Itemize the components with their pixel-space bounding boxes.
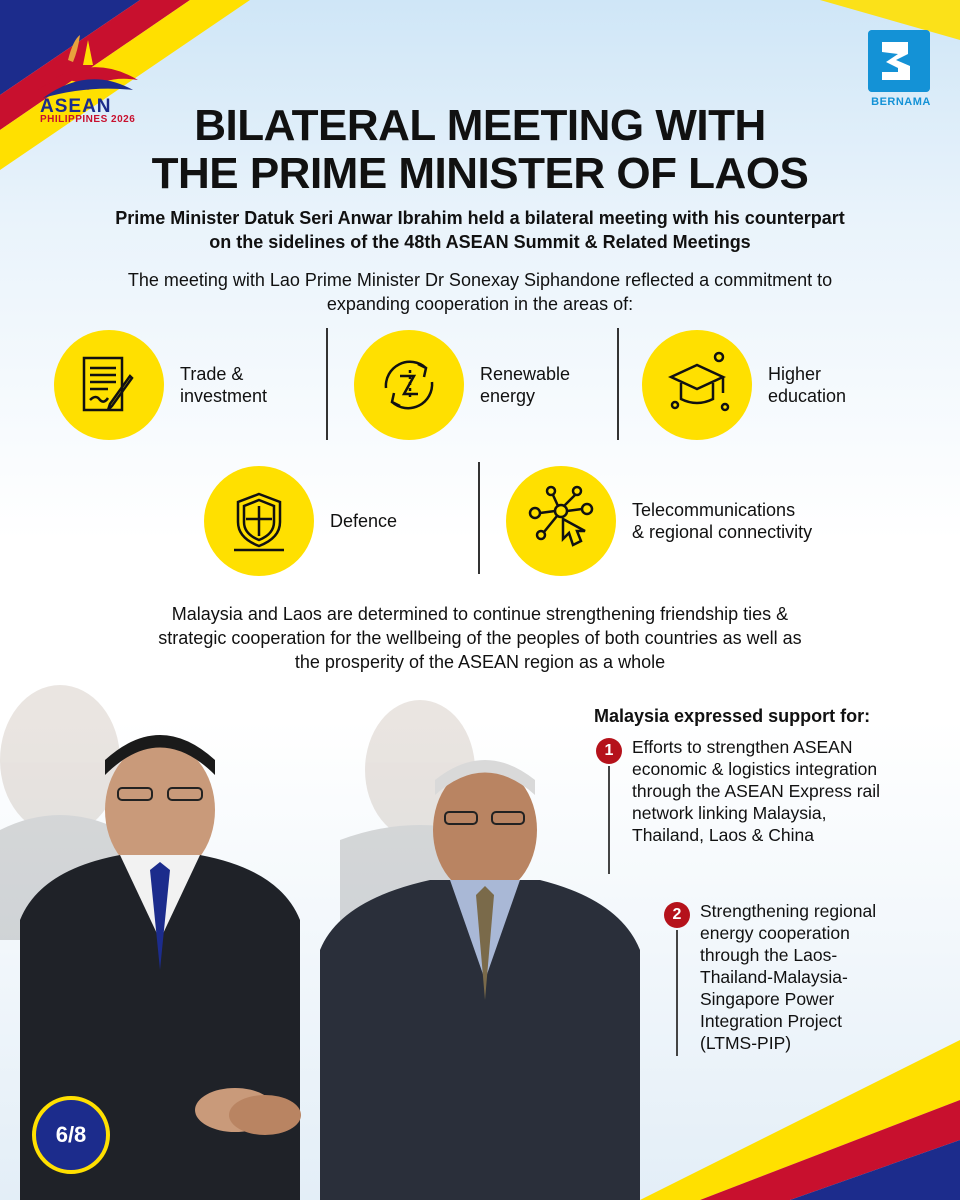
area-label: Trade & investment [180,364,268,406]
intro-line-2: expanding cooperation in the areas of: [326,294,634,314]
subtitle-line-2: on the sidelines of the 48th ASEAN Summit & Related Meetings [209,232,751,252]
area-label: Higher education [768,364,847,406]
area-icon-circle [642,330,752,440]
area-telecommunications [506,466,812,576]
asean-logo-subtext: PHILIPPINES 2026 [40,114,136,125]
area-label: Renewable energy [480,364,571,406]
area-defence [204,466,397,576]
subtitle [80,206,880,254]
support-item-text: Efforts to strengthen ASEAN economic & logistics integration through the ASEAN Express rail network linking Malaysia, Thailand, Laos & China [632,737,881,845]
page-title [120,102,840,198]
support-number-badge: 2 [664,902,690,928]
page-indicator-badge: 6/8 [32,1096,110,1174]
intro-line-1: The meeting with Lao Prime Minister Dr Sonexay Siphandone reflected a commitment to [127,270,833,290]
divider [478,462,480,574]
support-item-text: Strengthening regional energy cooperation through the Laos- Thailand-Malaysia- Singapore Power Integration Project (LTMS-PIP) [700,901,877,1053]
support-number-badge: 1 [596,738,622,764]
support-connector-line [676,930,678,1056]
renewable-energy-icon [374,350,444,420]
area-icon-circle [54,330,164,440]
area-icon-circle [204,466,314,576]
support-item-1 [596,736,880,846]
area-label: Telecommunications & regional connectivity [632,500,813,542]
area-higher-education [642,330,846,440]
support-connector-line [608,766,610,874]
asean-logo-text: ASEAN [40,96,112,117]
divider [617,328,619,440]
bernama-logo-text: BERNAMA [871,96,931,108]
support-heading: Malaysia expressed support for: [594,706,871,726]
area-trade-investment [54,330,267,440]
area-icon-circle [354,330,464,440]
title-line-1: BILATERAL MEETING WITH [194,101,766,150]
title-line-2: THE PRIME MINISTER OF LAOS [151,149,809,198]
bernama-logo-icon [868,30,930,92]
support-item-2 [664,900,876,1054]
document-pen-icon [74,350,144,420]
divider [326,328,328,440]
closing-text: Malaysia and Laos are determined to continue strengthening friendship ties & strategic cooperation for the wellbeing of the peoples of both countries as well as the prosperity of the ASEAN region as a whole [158,604,802,672]
area-icon-circle [506,466,616,576]
intro-text [70,268,890,316]
graduation-cap-icon [659,347,735,423]
subtitle-line-1: Prime Minister Datuk Seri Anwar Ibrahim held a bilateral meeting with his counterpart [115,208,845,228]
area-renewable-energy [354,330,570,440]
area-label: Defence [330,511,398,531]
corner-decoration-top-right [760,0,960,60]
network-touch-icon [523,483,599,559]
shield-icon [224,486,294,556]
